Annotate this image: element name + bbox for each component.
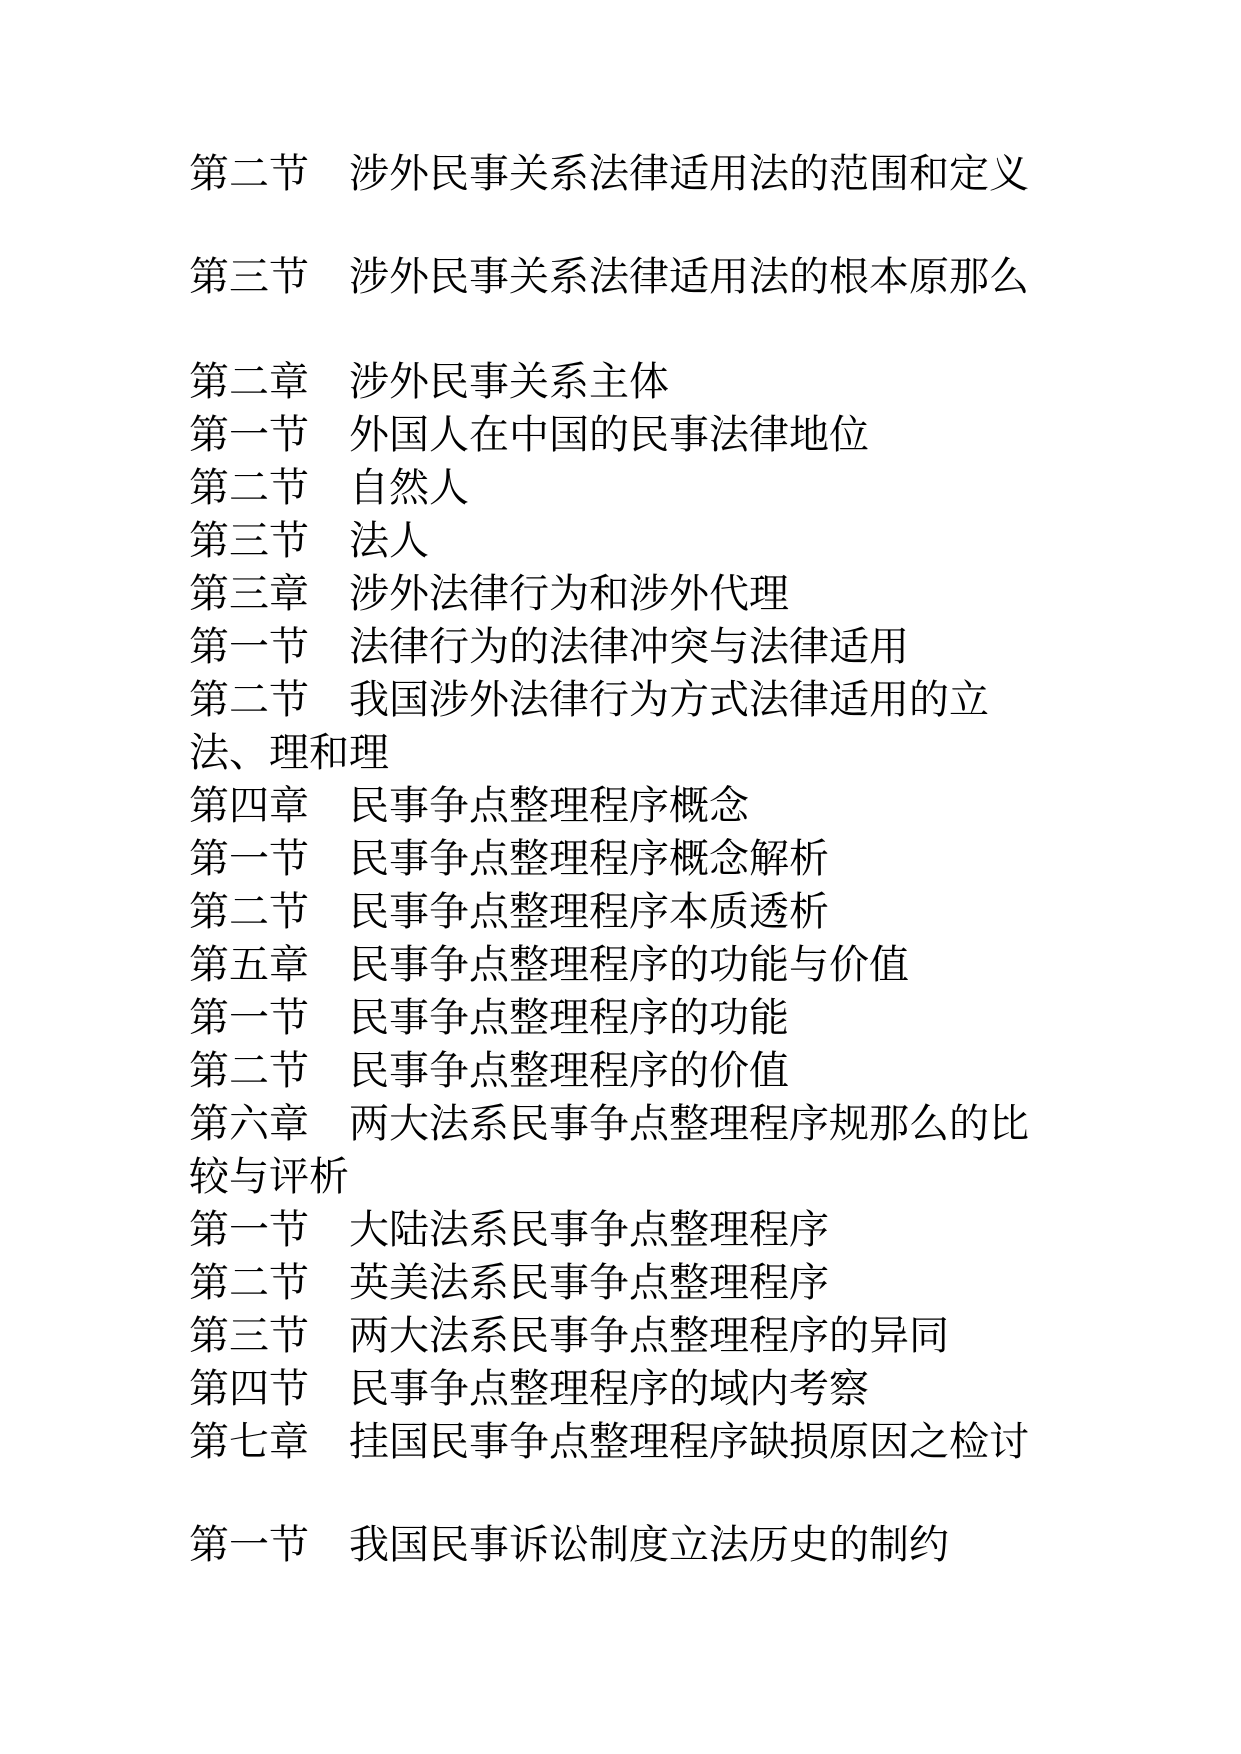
toc-line: 第一节 大陆法系民事争点整理程序: [189, 1207, 829, 1253]
toc-line: 第七章 挂国民事争点整理程序缺损原因之检讨: [189, 1419, 1029, 1465]
toc-line: 第二节 我国涉外法律行为方式法律适用的立: [189, 677, 989, 723]
toc-line: 第一节 我国民事诉讼制度立法历史的制约: [189, 1522, 949, 1568]
toc-line: 第一节 民事争点整理程序的功能: [189, 995, 789, 1041]
toc-line: 第一节 法律行为的法律冲突与法律适用: [189, 624, 909, 670]
toc-line: 第六章 两大法系民事争点整理程序规那么的比: [189, 1101, 1029, 1147]
toc-line: 第二节 英美法系民事争点整理程序: [189, 1260, 829, 1306]
toc-line: 第三节 涉外民事关系法律适用法的根本原那么: [189, 254, 1029, 300]
toc-line: 第三节 两大法系民事争点整理程序的异同: [189, 1313, 949, 1359]
toc-line: 第四章 民事争点整理程序概念: [189, 783, 749, 829]
toc-line: 第二节 民事争点整理程序的价值: [189, 1048, 789, 1094]
toc-line: 第一节 外国人在中国的民事法律地位: [189, 412, 869, 458]
toc-line: 第三节 法人: [189, 518, 429, 564]
toc-line: 第二节 民事争点整理程序本质透析: [189, 889, 829, 935]
toc-line: 第五章 民事争点整理程序的功能与价值: [189, 942, 909, 988]
toc-line: 第三章 涉外法律行为和涉外代理: [189, 571, 789, 617]
toc-line: 第四节 民事争点整理程序的域内考察: [189, 1366, 869, 1412]
toc-line: 第二节 自然人: [189, 465, 469, 511]
toc-line: 第一节 民事争点整理程序概念解析: [189, 836, 829, 882]
toc-line: 第二章 涉外民事关系主体: [189, 359, 669, 405]
toc-line: 第二节 涉外民事关系法律适用法的范围和定义: [189, 151, 1029, 197]
toc-line: 较与评析: [189, 1154, 349, 1200]
toc-line: 法、理和理: [189, 730, 389, 776]
table-of-contents: [189, 148, 1049, 1572]
